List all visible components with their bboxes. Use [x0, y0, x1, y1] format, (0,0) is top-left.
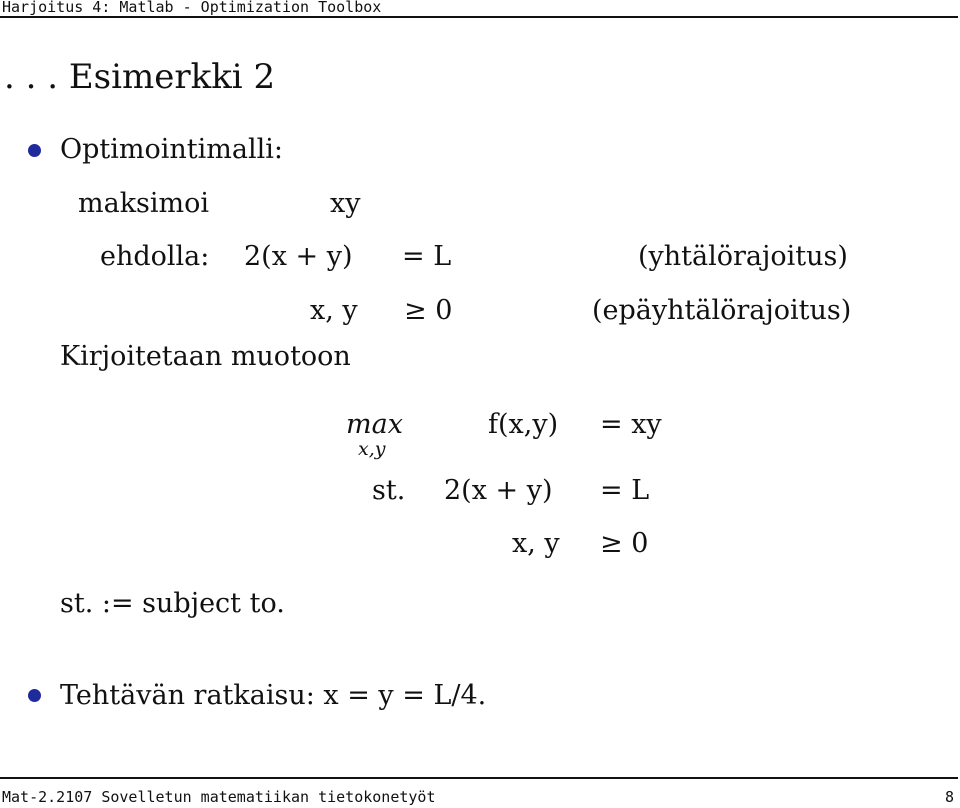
constraint-1-note: (yhtälörajoitus): [638, 241, 848, 272]
standard-objective-rhs: = xy: [600, 409, 662, 440]
constraint-1-rhs: = L: [402, 241, 452, 272]
slide-title: . . . Esimerkki 2: [4, 57, 276, 97]
standard-max-operator: max: [346, 409, 403, 440]
header-title: Harjoitus 4: Matlab - Optimization Toolbox: [2, 0, 382, 16]
bullet-dot-icon: [28, 144, 41, 157]
objective-keyword: maksimoi: [78, 188, 210, 219]
constraint-keyword: ehdolla:: [100, 241, 210, 272]
rewrite-paragraph: Kirjoitetaan muotoon: [60, 341, 351, 372]
standard-constraint-2-lhs: x, y: [512, 528, 560, 559]
constraint-1-lhs: 2(x + y): [244, 241, 353, 272]
standard-constraint-1-lhs: 2(x + y): [444, 475, 553, 506]
objective-expression: xy: [330, 188, 361, 219]
footer-rule: [0, 777, 958, 779]
footer-page-number: 8: [944, 788, 954, 806]
standard-constraint-2-rhs: ≥ 0: [600, 528, 649, 559]
standard-objective-function: f(x,y): [488, 409, 559, 440]
constraint-2-lhs: x, y: [310, 295, 358, 326]
constraint-2-rhs: ≥ 0: [404, 295, 453, 326]
standard-max-subscript: x,y: [358, 438, 386, 460]
footer-course: Mat-2.2107 Sovelletun matematiikan tietokonetyöt: [2, 788, 436, 806]
header-rule: [0, 16, 958, 18]
standard-constraint-1-rhs: = L: [600, 475, 650, 506]
bullet-solution: Tehtävän ratkaisu: x = y = L/4.: [60, 680, 487, 711]
bullet-optimization-model: Optimointimalli:: [60, 134, 283, 165]
constraint-2-note: (epäyhtälörajoitus): [592, 295, 852, 326]
standard-subject-to: st.: [372, 475, 406, 506]
bullet-dot-icon: [28, 689, 41, 702]
subject-to-note: st. := subject to.: [60, 588, 285, 619]
